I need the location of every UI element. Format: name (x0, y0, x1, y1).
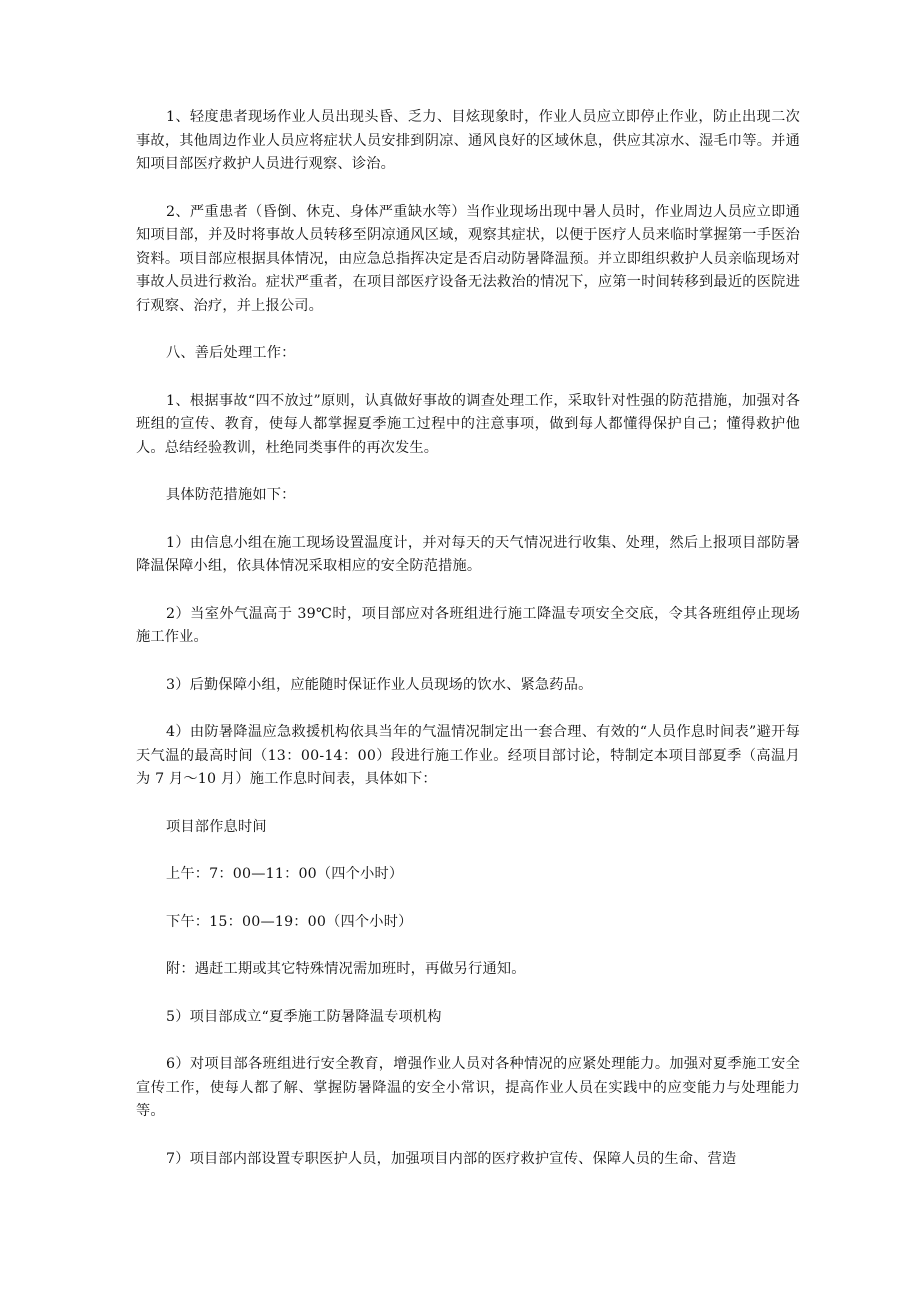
paragraph-spacer (136, 579, 800, 603)
paragraph-spacer (136, 1124, 800, 1148)
measure-3-logistics: 3）后勤保障小组，应能随时保证作业人员现场的饮水、紧急药品。 (166, 676, 593, 693)
schedule-note: 附：遇赶工期或其它特殊情况需加班时，再做另行通知。 (166, 961, 526, 977)
paragraph-spacer (136, 1029, 800, 1053)
section-heading-aftermath: 八、善后处理工作： (166, 345, 296, 361)
paragraph-spacer (136, 934, 800, 958)
measure-6-safety-education: 6）对项目部各班组进行安全教育，增强作业人员对各种情况的应紧处理能力。加强对夏季施工安全宣传工作，使每人都了解、掌握防暑降温的安全小常识，提高作业人员在实践中的应变能力与处理能力等。 (136, 1056, 800, 1119)
document-body (136, 106, 800, 1171)
paragraph-four-nots-principle: 1、根据事故“四不放过”原则，认真做好事故的调查处理工作，采取针对性强的防范措施，加强对各班组的宣传、教育，使每人都掌握夏季施工过程中的注意事项，做到每人都懂得保护自己；懂得救护他人。总结经验教训，杜绝同类事件的再次发生。 (136, 392, 800, 456)
schedule-afternoon: 下午：15：00—19：00（四个小时） (166, 913, 413, 930)
paragraph-spacer (136, 508, 800, 532)
paragraph-spacer (136, 792, 800, 816)
paragraph-severe-patients: 2、严重患者（昏倒、休克、身体严重缺水等）当作业现场出现中暑人员时，作业周边人员应立即通知项目部，并及时将事故人员转移至阴凉通风区域，观察其症状，以便于医疗人员来临时掌握第一手医治资料。项目部应根据具体情况，由应急总指挥决定是否启动防暑降温预。并立即组织救护人员亲临现场对事故人员进行救治。症状严重者，在项目部医疗设备无法救治的情况下，应第一时间转移到最近的医院进行观察、治疗，并上报公司。 (136, 203, 800, 314)
paragraph-spacer (136, 982, 800, 1006)
measure-4-work-schedule: 4）由防暑降温应急救援机构依具当年的气温情况制定出一套合理、有效的“人员作息时间表”避开每天气温的最高时间（13：00-14：00）段进行施工作业。经项目部讨论，特制定本项目部夏季（高温月为 7 月～10 月）施工作息时间表，具体如下： (136, 724, 800, 787)
paragraph-specific-measures: 具体防范措施如下： (166, 487, 296, 503)
measure-7-medical-staff: 7）项目部内部设置专职医护人员，加强项目内部的医疗救护宣传、保障人员的生命、营造 (166, 1150, 737, 1167)
measure-1-thermometer: 1）由信息小组在施工现场设置温度计，并对每天的天气情况进行收集、处理，然后上报项目部防暑降温保障小组，依具体情况采取相应的安全防范措施。 (136, 534, 800, 574)
schedule-title: 项目部作息时间 (166, 818, 267, 835)
paragraph-spacer (136, 460, 800, 484)
paragraph-spacer (136, 318, 800, 342)
paragraph-spacer (136, 650, 800, 674)
paragraph-spacer (136, 366, 800, 390)
measure-5-special-agency: 5）项目部成立“夏季施工防暑降温专项机构 (166, 1008, 442, 1025)
measure-2-temperature-threshold: 2）当室外气温高于 39℃时，项目部应对各班组进行施工降温专项安全交底，令其各班组停止现场施工作业。 (136, 605, 800, 645)
paragraph-spacer (136, 839, 800, 863)
paragraph-spacer (136, 697, 800, 721)
paragraph-spacer (136, 887, 800, 911)
schedule-morning: 上午：7：00—11：00（四个小时） (166, 866, 404, 882)
paragraph-mild-patients: 1、轻度患者现场作业人员出现头昏、乏力、目炫现象时，作业人员应立即停止作业，防止出现二次事故，其他周边作业人员应将症状人员安排到阴凉、通风良好的区域休息，供应其凉水、湿毛巾等。并通知项目部医疗救护人员进行观察、诊治。 (136, 109, 800, 172)
paragraph-spacer (136, 177, 800, 201)
